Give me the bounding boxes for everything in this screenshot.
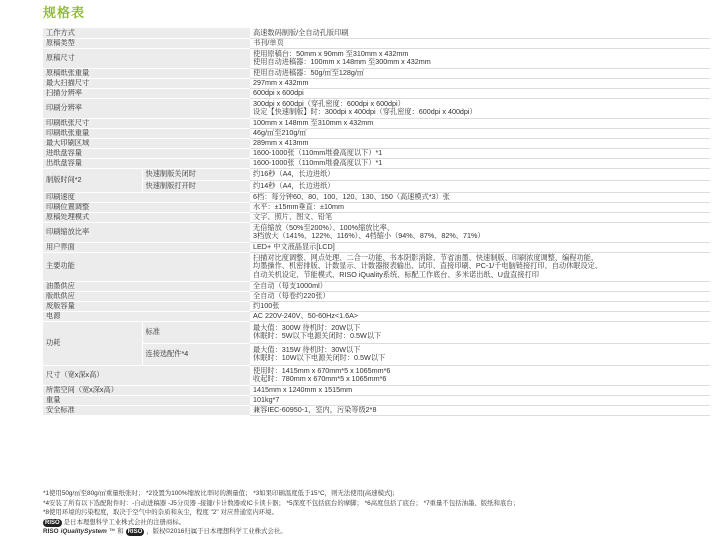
spec-value-line: 1600-1000张（110mm堆叠高度以下）*1 [253,158,383,167]
spec-row [43,343,710,365]
spec-value-line: 最大值：300W 待机时：20W以下 [253,322,361,332]
page-title: 规格表 [43,5,86,20]
riso-logo: RISO [45,519,60,526]
spec-value-line: 101kg*7 [253,395,280,404]
spec-label: 印刷速度 [43,192,250,202]
spec-value-line: 600dpi x 600dpi [253,88,304,97]
spec-value [250,311,710,321]
spec-row [43,365,710,385]
spec-value-line: 水平：±15mm垂直：±10mm [253,202,344,211]
copyright-text-and: 和 [117,528,124,536]
spec-value [250,222,710,242]
spec-value-line: 均墨操作、机密排版、计数显示、计数器报表输出、试印、直接印刷、PC-1/千电脑链接打印、自动休眠设定、 [253,261,603,271]
spec-row [43,48,710,68]
spec-value-line: 100mm x 148mm 至310mm x 432mm [253,118,374,127]
spec-row [43,98,710,118]
spec-value [250,242,710,252]
spec-row [43,88,710,98]
spec-value [250,321,710,343]
spec-label: 电源 [43,311,250,321]
spec-row [43,242,710,252]
spec-label: 废版容量 [43,301,250,311]
footnote-line: *1使用50g/㎡至80g/㎡重量纸张时； *2设置为100%缩放比率时的测量值； *3如果印刷温度低于15°C，则无法使用[高速模式]； [43,490,399,497]
footnotes [43,489,713,537]
spec-label: 印刷缩放比率 [43,222,250,242]
spec-value-line: 3档放大（141%、122%、116%）、4档缩小（94%、87%、82%、71%） [253,231,485,240]
spec-value [250,168,710,180]
spec-value-line: 约100张 [253,301,280,310]
spec-value [250,405,710,415]
spec-row [43,148,710,158]
spec-label: 用户界面 [43,242,250,252]
spec-value-line: 无倍缩放（50%至200%）、100%缩放比率、 [253,222,395,232]
spec-value-line: 高速数码制版/全自动孔版印刷 [253,28,349,37]
spec-value [250,138,710,148]
trademark-line [43,518,713,528]
spec-value-line: 收起时：780mm x 670mm*5 x 1065mm*6 [253,374,387,383]
spec-value-line: 自动关机设定、节能模式、RISO iQuality系统、标配工作底台、多米诺出纸、U盘直接打印 [253,269,539,279]
spec-value-line: LED+ 中文液晶显示[LCD] [253,242,335,251]
spec-sublabel: 快速制版关闭时 [142,168,250,180]
spec-value-line: 休眠时：10W以下电源关闭时：0.5W以下 [253,353,386,362]
spec-label: 出纸盘容量 [43,158,250,168]
spec-value [250,202,710,212]
spec-value-line: 1600-1000张（110mm堆叠高度以下）*1 [253,148,383,157]
spec-label: 最大扫描尺寸 [43,78,250,88]
spec-label: 印刷分辨率 [43,98,250,118]
spec-value [250,281,710,291]
spec-row [43,192,710,202]
spec-value [250,68,710,78]
spec-value [250,38,710,48]
spec-value [250,291,710,301]
spec-value-line: 300dpi x 600dpi（穿孔密度：600dpi x 600dpi） [253,98,405,108]
spec-row [43,291,710,301]
spec-sublabel: 快速制版打开时 [142,180,250,192]
riso-logo-small: RISO [127,529,143,536]
spec-label: 印刷纸张重量 [43,128,250,138]
spec-row [43,301,710,311]
spec-value-line: 1415mm x 1240mm x 1515mm [253,385,353,394]
riso-brand: RISO [43,528,59,536]
spec-value [250,252,710,281]
trademark-symbol: ™ [108,528,116,536]
spec-value [250,128,710,138]
spec-label: 安全标准 [43,405,250,415]
spec-value-line: 297mm x 432mm [253,78,309,87]
copyright-line [43,527,713,537]
spec-row [43,118,710,128]
spec-row [43,180,710,192]
spec-table [43,28,710,416]
spec-row [43,395,710,405]
spec-row [43,38,710,48]
spec-row [43,385,710,395]
spec-label: 尺寸（宽x深x高） [43,365,250,385]
spec-row [43,68,710,78]
spec-value [250,180,710,192]
spec-row [43,281,710,291]
spec-value-line: 使用原稿台：50mm x 90mm 至310mm x 432mm [253,48,409,58]
spec-value [250,212,710,222]
spec-value [250,385,710,395]
footnote-line: *4安装了所有以下选配附件时：-自动进稿器 -J5分页器 -接键/卡计数器或IC卡读卡器； *5深度不包括底台的摩脚； *6高度包括了底台； *7重量不包括油墨、版纸和底台； [43,499,520,507]
spec-row [43,212,710,222]
spec-label: 工作方式 [43,28,250,38]
spec-value-line: 文字、照片、图文、铅笔 [253,212,333,221]
iquality-brand: iQualitySystem [60,528,107,536]
spec-value-line: 使用时：1415mm x 670mm*5 x 1065mm*6 [253,365,391,375]
spec-label: 原稿纸张重量 [43,68,250,78]
spec-sublabel: 连接选配件*4 [142,343,250,365]
spec-label: 原稿处理模式 [43,212,250,222]
spec-row [43,222,710,242]
spec-label: 扫描分辨率 [43,88,250,98]
spec-value [250,343,710,365]
spec-row [43,78,710,88]
spec-value [250,88,710,98]
spec-value-line: 使用自动进稿器：100mm x 148mm 至300mm x 432mm [253,57,431,66]
spec-value [250,98,710,118]
spec-value-line: 最大值：315W 待机时：30W以下 [253,344,361,354]
spec-value-line: 使用自动进稿器：50g/㎡至128g/㎡ [253,68,365,77]
spec-value-line: 扫描对比度调整、网点处理、二合一功能、书本阴影消除、节省油墨、快速制版、印刷浓度调整、编程功能、 [253,252,599,262]
spec-row [43,252,710,281]
spec-sublabel: 标准 [142,321,250,343]
spec-label: 油墨供应 [43,281,250,291]
spec-value [250,48,710,68]
spec-row [43,28,710,38]
spec-label: 印刷纸张尺寸 [43,118,250,128]
spec-value [250,148,710,158]
copyright-text: ，版权©2016归属于日本理想科学工业株式会社。 [146,528,287,536]
spec-row [43,138,710,148]
spec-value-line: 全自动（每卷约220张） [253,291,330,300]
spec-label: 主要功能 [43,252,250,281]
trademark-text: 是日本理想科学工业株式会社的注册商标。 [63,518,186,526]
spec-label: 印刷位置调整 [43,202,250,212]
spec-label: 最大印刷区域 [43,138,250,148]
spec-value [250,365,710,385]
spec-label: 制版时间*2 [43,168,142,192]
spec-row [43,405,710,415]
spec-value-line: 休眠时：5W以下电源关闭时：0.5W以下 [253,331,382,340]
spec-row [43,202,710,212]
spec-row [43,128,710,138]
spec-row [43,158,710,168]
spec-value-line: 289mm x 413mm [253,138,309,147]
spec-value-line: 约16秒（A4，长边进纸） [253,168,335,178]
spec-value-line: 设定【快速制版】时：300dpi x 400dpi（穿孔密度：600dpi x 400dpi） [253,107,477,116]
spec-label: 原稿尺寸 [43,48,250,68]
spec-row [43,168,710,180]
spec-label: 进纸盘容量 [43,148,250,158]
spec-value-line: 6档：每分钟60、80、100、120、130、150（高速模式*3）张 [253,192,450,201]
spec-value-line: 书刊/单页 [253,38,284,47]
spec-label: 重量 [43,395,250,405]
spec-value-line: 全自动（每支1000ml） [253,281,327,290]
spec-value [250,158,710,168]
spec-value-line: 46g/㎡至210g/㎡ [253,128,307,137]
spec-row [43,311,710,321]
spec-value-line: 约14秒（A4，长边进纸） [253,180,335,190]
spec-row [43,321,710,343]
spec-label: 原稿类型 [43,38,250,48]
spec-value [250,118,710,128]
footnote-line: *8使用环境的污染程度，取决于空气中的杂质和灰尘，程度 "2" 对应普通室内环境。 [43,509,278,517]
spec-value [250,78,710,88]
spec-label: 所需空间（宽x深x高） [43,385,250,395]
spec-label: 版纸供应 [43,291,250,301]
spec-value-line: 兼容IEC-60950-1，室内，污染等级2*8 [253,405,377,414]
spec-value [250,28,710,38]
spec-value-line: AC 220V-240V、50-60Hz<1.6A> [253,311,359,320]
spec-value [250,395,710,405]
spec-value [250,192,710,202]
spec-value [250,301,710,311]
spec-label: 功耗 [43,321,142,365]
